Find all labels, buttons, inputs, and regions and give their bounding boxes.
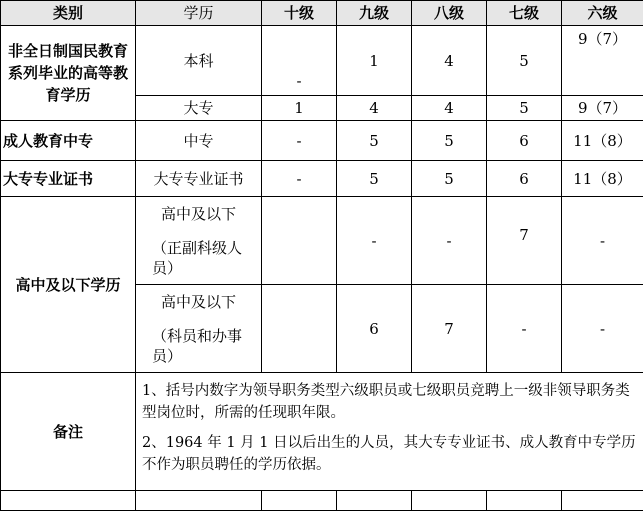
remarks-content [136, 373, 643, 491]
empty-cell [487, 491, 562, 511]
header-level-10: 十级 [262, 1, 337, 26]
cell-r2-l6: 9（7） [562, 96, 643, 121]
empty-cell [412, 491, 487, 511]
empty-cell [562, 491, 643, 511]
cell-r1-l9: 1 [337, 26, 412, 96]
empty-row [1, 491, 643, 511]
cell-r4-l10: - [262, 161, 337, 197]
cell-r5-l10 [262, 197, 337, 285]
edu-secondary: 中专 [136, 121, 262, 161]
spacer [138, 312, 259, 326]
cell-r6-l7: - [487, 285, 562, 373]
edu-bachelor: 本科 [136, 26, 262, 96]
cell-r1-l8: 4 [412, 26, 487, 96]
table-row [1, 26, 643, 96]
cell-r4-l6: 11（8） [562, 161, 643, 197]
cell-r5-l8: - [412, 197, 487, 285]
cell-r4-l7: 6 [487, 161, 562, 197]
table-row [1, 197, 643, 285]
category-part-time-higher-ed: 非全日制国民教育系列毕业的高等教育学历 [1, 26, 136, 121]
edu-line-1: 高中及以下 [160, 292, 236, 311]
cell-r3-l7: 6 [487, 121, 562, 161]
empty-cell [1, 491, 136, 511]
empty-cell [262, 491, 337, 511]
header-education: 学历 [136, 1, 262, 26]
edu-high-school-section-chief [136, 197, 262, 285]
empty-cell [337, 491, 412, 511]
header-row [1, 1, 643, 26]
edu-college-certificate: 大专专业证书 [136, 161, 262, 197]
category-high-school: 高中及以下学历 [1, 197, 136, 373]
cell-r4-l8: 5 [412, 161, 487, 197]
cell-r2-l10: 1 [262, 96, 337, 121]
cell-r6-l9: 6 [337, 285, 412, 373]
cell-r5-l9: - [337, 197, 412, 285]
cell-r3-l8: 5 [412, 121, 487, 161]
cell-r2-l8: 4 [412, 96, 487, 121]
cell-r4-l9: 5 [337, 161, 412, 197]
remarks-label: 备注 [1, 373, 136, 491]
cell-r1-l7: 5 [487, 26, 562, 96]
cell-r3-l10: - [262, 121, 337, 161]
cell-r5-l7: 7 [487, 197, 562, 285]
header-level-9: 九级 [337, 1, 412, 26]
cell-r5-l6: - [562, 197, 643, 285]
edu-line-1: 高中及以下 [160, 204, 236, 223]
header-level-8: 八级 [412, 1, 487, 26]
header-level-6: 六级 [562, 1, 643, 26]
cell-r2-l9: 4 [337, 96, 412, 121]
cell-r3-l9: 5 [337, 121, 412, 161]
remarks-row [1, 373, 643, 491]
remark-2: 2、1964 年 1 月 1 日以后出生的人员，其大专专业证书、成人教育中专学历不作为职员聘任的学历依据。 [142, 434, 636, 473]
edu-junior-college: 大专 [136, 96, 262, 121]
cell-r3-l6: 11（8） [562, 121, 643, 161]
spacer [138, 224, 259, 238]
empty-cell [136, 491, 262, 511]
category-college-certificate: 大专专业证书 [1, 161, 136, 197]
table-row [1, 161, 643, 197]
header-category: 类别 [1, 1, 136, 26]
cell-r6-l8: 7 [412, 285, 487, 373]
edu-high-school-clerk [136, 285, 262, 373]
cell-r6-l6: - [562, 285, 643, 373]
edu-line-2: （科员和办事员） [152, 326, 243, 365]
cell-r6-l10 [262, 285, 337, 373]
cell-r2-l7: 5 [487, 96, 562, 121]
remark-1: 1、括号内数字为领导职务类型六级职员或七级职员竞聘上一级非领导职务类型岗位时，所需的任现职年限。 [142, 382, 630, 421]
table-row [1, 121, 643, 161]
header-level-7: 七级 [487, 1, 562, 26]
category-adult-secondary: 成人教育中专 [1, 121, 136, 161]
cell-r1-l10: - [262, 26, 337, 96]
cell-r1-l6: 9（7） [562, 26, 643, 96]
edu-line-2: （正副科级人员） [152, 238, 243, 277]
